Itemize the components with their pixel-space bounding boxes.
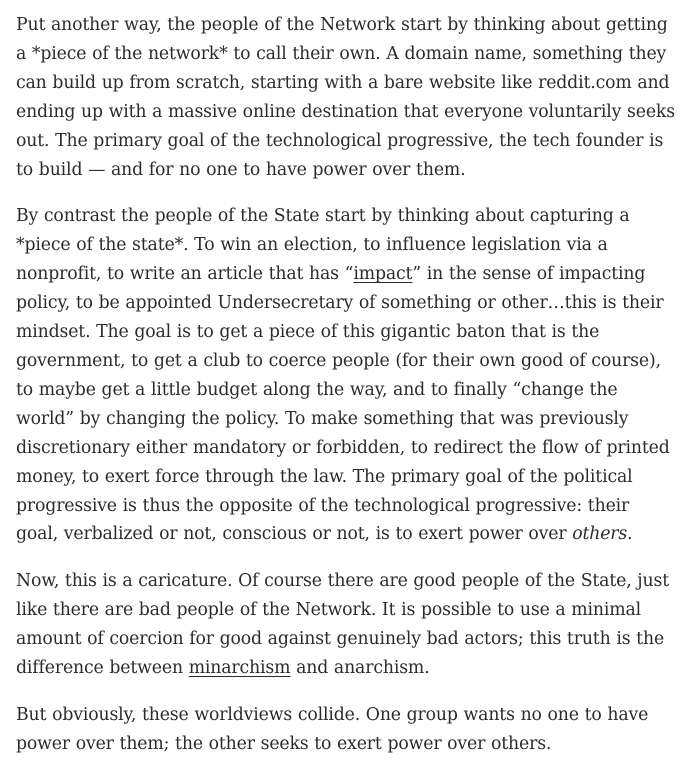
paragraph-state <box>16 202 676 549</box>
paragraph-caricature <box>16 567 676 683</box>
paragraph-collide: But obviously, these worldviews collide. One group wants no one to have power over them; the other seeks to exert power over others. <box>16 704 649 754</box>
paragraph-caricature-text-end: and anarchism. <box>290 658 430 679</box>
minarchism-link[interactable]: minarchism <box>188 658 291 679</box>
paragraph-state-text-start: By contrast the people of the State start by thinking about capturing a *piece of the state*. To win an election, to influence legislation via a nonprofit, to write an article that has “ <box>16 206 630 285</box>
paragraph-state-text-end: . <box>627 524 633 545</box>
emphasis-others: others <box>572 524 628 545</box>
paragraph-network: Put another way, the people of the Network start by thinking about getting a *piece of the network* to call their own. A domain name, something they can build up from scratch, starting with a bare website like reddit.com and ending up with a massive online destination that everyone voluntarily seeks out. The primary goal of the technological progressive, the tech founder is to build — and for no one to have power over them. <box>16 15 675 180</box>
paragraph-state-text-middle: ” in the sense of impacting policy, to be appointed Undersecretary of something or other…this is their mindset. The goal is to get a piece of this gigantic baton that is the government, to get a club to coerce people (for their own good of course), to maybe get a little budget along the way, and to finally “change the world” by changing the policy. To make something that was previously discretionary either mandatory or forbidden, to redirect the flow of printed money, to exert force through the law. The primary goal of the political progressive is thus the opposite of the technological progressive: their goal, verbalized or not, conscious or not, is to exert power over <box>16 264 670 545</box>
impact-link[interactable]: impact <box>353 264 413 285</box>
article-body <box>16 11 676 777</box>
paragraph-caricature-text-start: Now, this is a caricature. Of course there are good people of the State, just like there are bad people of the Network. It is possible to use a minimal amount of coercion for good against genuinely bad actors; this truth is the difference between <box>16 571 669 679</box>
